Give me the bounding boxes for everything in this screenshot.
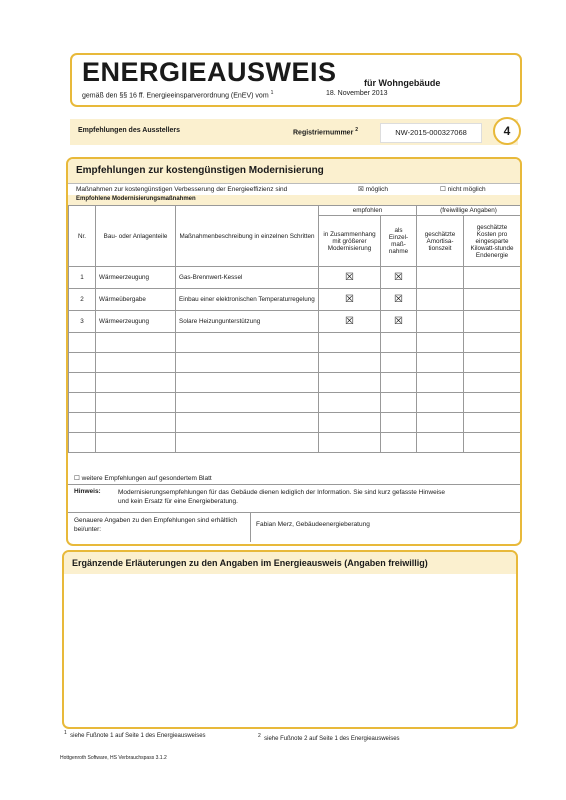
page-number-badge: 4	[493, 117, 521, 145]
header-together: in Zusammenhang mit größerer Modernisierung	[319, 216, 381, 267]
header-part: Bau- oder Anlagenteile	[96, 206, 176, 267]
further-recommendations-checkbox[interactable]: ☐ weitere Empfehlungen auf gesondertem Blatt	[74, 475, 212, 482]
issuer-band	[70, 119, 518, 145]
footnote-2: $^2$ siehe Fußnote 2 auf Seite 1 des Energieausweises	[258, 733, 400, 742]
row-amortisation[interactable]	[417, 267, 464, 289]
row-costs[interactable]	[464, 267, 521, 289]
checkbox-checked-icon[interactable]: ☒	[319, 267, 381, 289]
document-subtitle: für Wohngebäude	[364, 78, 441, 88]
row-nr: 1	[69, 267, 96, 289]
legal-basis: gemäß den §§ 16 ff. Energieeinsparverordnung (EnEV) vom $^1$	[82, 90, 274, 100]
measures-label: Maßnahmen zur kostengünstigen Verbesserung der Energieeffizienz sind	[76, 186, 288, 193]
table-row-empty	[69, 433, 521, 453]
row-part: Wärmeerzeugung	[96, 267, 176, 289]
table-row	[69, 311, 521, 333]
checkbox-empty-icon: ☐	[440, 186, 446, 193]
recommended-measures-label: Empfohlene Modernisierungsmaßnahmen	[76, 196, 196, 202]
panel-header	[64, 552, 516, 574]
document-title: ENERGIEAUSWEIS	[82, 57, 337, 87]
checkbox-empty-icon: ☐	[74, 475, 80, 482]
checkbox-checked-icon[interactable]: ☒	[381, 289, 417, 311]
panel-header	[68, 159, 520, 183]
table-row	[69, 289, 521, 311]
registration-label: Registriernummer $^2$	[293, 127, 359, 137]
note-text: Modernisierungsempfehlungen für das Gebäude dienen lediglich der Information. Sie sind kurz gefasste Hinweise und kein Ersatz für eine Energieberatung.	[118, 489, 445, 505]
row-description: Gas-Brennwert-Kessel	[176, 267, 319, 289]
header-nr: Nr.	[69, 206, 96, 267]
row-costs[interactable]	[464, 289, 521, 311]
panel-title: Empfehlungen zur kostengünstigen Modernisierung	[76, 165, 324, 176]
registration-number: NW-2015-000327068	[380, 123, 482, 143]
row-description: Solare Heizungunterstützung	[176, 311, 319, 333]
table-row-empty	[69, 333, 521, 353]
info-contact: Fabian Merz, Gebäudeenergieberatung	[256, 521, 370, 528]
info-label: Genauere Angaben zu den Empfehlungen sind erhältlich bei/unter:	[74, 517, 237, 533]
recommendations-table	[68, 205, 521, 453]
table-row-empty	[69, 413, 521, 433]
note-label: Hinweis:	[74, 488, 101, 495]
checkbox-checked-icon[interactable]: ☒	[381, 311, 417, 333]
footnote-1: $^1$ siehe Fußnote 1 auf Seite 1 des Energieausweises	[64, 730, 206, 739]
table-row-empty	[69, 393, 521, 413]
checkbox-checked-icon[interactable]: ☒	[319, 289, 381, 311]
header-recommended: empfohlen	[319, 206, 417, 216]
header-optional: (freiwillige Angaben)	[417, 206, 521, 216]
note-row	[68, 484, 520, 513]
row-nr: 2	[69, 289, 96, 311]
software-credit: Hottgenroth Software, HS Verbrauchspass 3.1.2	[60, 755, 167, 761]
checkbox-checked-icon[interactable]: ☒	[381, 267, 417, 289]
checkbox-checked-icon[interactable]: ☒	[319, 311, 381, 333]
table-row-empty	[69, 353, 521, 373]
header-description: Maßnahmenbeschreibung in einzelnen Schritten	[176, 206, 319, 267]
table-row-empty	[69, 373, 521, 393]
row-amortisation[interactable]	[417, 289, 464, 311]
divider	[250, 512, 251, 542]
explanations-panel	[62, 550, 518, 729]
info-row	[68, 512, 520, 542]
header-costs: geschätzte Kosten pro eingesparte Kilowatt-stunde Endenergie	[464, 216, 521, 267]
table-row	[69, 267, 521, 289]
header-single: als Einzel-maß-nahme	[381, 216, 417, 267]
section-label: Empfehlungen des Ausstellers	[78, 127, 181, 134]
row-part: Wärmeerzeugung	[96, 311, 176, 333]
not-possible-checkbox[interactable]: ☐ nicht möglich	[440, 186, 486, 193]
legal-date: 18. November 2013	[326, 90, 388, 97]
row-nr: 3	[69, 311, 96, 333]
row-part: Wärmeübergabe	[96, 289, 176, 311]
panel-title: Ergänzende Erläuterungen zu den Angaben im Energieausweis (Angaben freiwillig)	[72, 558, 428, 568]
row-amortisation[interactable]	[417, 311, 464, 333]
header-box	[70, 53, 522, 107]
recommendations-panel	[66, 157, 522, 546]
checkbox-checked-icon: ☒	[358, 186, 364, 193]
possible-checkbox[interactable]: ☒ möglich	[358, 186, 389, 193]
header-amortisation: geschätzte Amortisa-tionszeit	[417, 216, 464, 267]
row-description: Einbau einer elektronischen Temperaturregelung	[176, 289, 319, 311]
row-costs[interactable]	[464, 311, 521, 333]
